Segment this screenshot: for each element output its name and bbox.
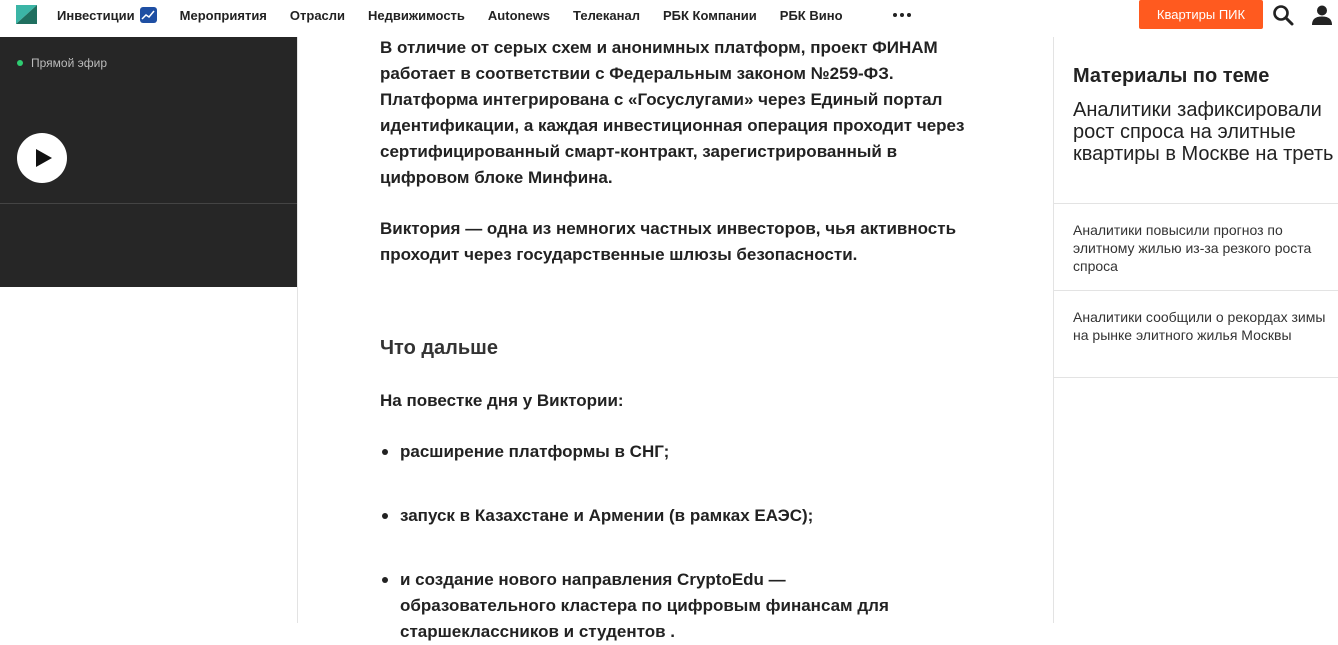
play-icon [35, 148, 53, 168]
promo-button[interactable]: Квартиры ПИК [1139, 0, 1263, 29]
list-item: и создание нового направления CryptoEdu — образовательного кластера по цифровым финансам для старшеклассников и студентов . [380, 567, 940, 645]
related-divider [1053, 290, 1338, 291]
nav-item-tv[interactable]: Телеканал [573, 7, 640, 23]
related-divider [1053, 377, 1338, 378]
list-item: запуск в Казахстане и Армении (в рамках ЕАЭС); [380, 503, 980, 529]
search-icon[interactable] [1272, 4, 1294, 26]
nav-item-autonews[interactable]: Autonews [487, 7, 551, 23]
nav-item-realty[interactable]: Недвижимость [368, 7, 465, 23]
article-paragraph: Виктория — одна из немногих частных инвесторов, чья активность проходит через государственные шлюзы безопасности. [380, 219, 957, 264]
agenda-intro: На повестке дня у Виктории: [380, 391, 624, 410]
bullet-icon [382, 577, 388, 583]
column-divider [1053, 37, 1054, 623]
top-navigation [0, 0, 1338, 30]
related-divider [1053, 203, 1338, 204]
related-item[interactable]: Аналитики сообщили о рекордах зимы на рынке элитного жилья Москвы [1073, 309, 1326, 343]
play-button[interactable] [17, 133, 67, 183]
nav-item-industries[interactable]: Отрасли [289, 7, 346, 23]
bullet-icon [382, 449, 388, 455]
list-item: расширение платформы в СНГ; [380, 439, 980, 465]
nav-item-events[interactable]: Мероприятия [179, 7, 267, 23]
investments-badge-icon [140, 7, 157, 23]
main-nav [57, 0, 866, 30]
live-divider [0, 203, 297, 204]
column-divider [297, 37, 298, 623]
more-menu-icon[interactable] [893, 8, 911, 22]
nav-item-rbc-companies[interactable]: РБК Компании [662, 7, 757, 23]
live-label[interactable]: Прямой эфир [17, 56, 107, 70]
rbc-logo-icon[interactable] [16, 5, 37, 24]
article-paragraph: В отличие от серых схем и анонимных платформ, проект ФИНАМ работает в соответствии с Федеральным законом №259-ФЗ. Платформа интегрирована с «Госуслугами» через Единый портал идентификации, а каждая инвестиционная операция проходит через сертифицированный смарт-контракт, зарегистрированный в цифровом блоке Минфина. [380, 38, 965, 187]
related-title: Материалы по теме [1073, 65, 1270, 87]
user-icon[interactable] [1311, 4, 1333, 26]
left-column [0, 37, 297, 623]
nav-item-rbc-wine[interactable]: РБК Вино [779, 7, 843, 23]
live-indicator-icon [17, 60, 23, 66]
section-heading: Что дальше [380, 337, 498, 359]
related-item[interactable]: Аналитики повысили прогноз по элитному жилью из-за резкого роста спроса [1073, 222, 1312, 274]
agenda-list [380, 439, 980, 641]
nav-item-investments[interactable]: Инвестиции [57, 7, 157, 23]
live-stream-widget [0, 37, 297, 287]
bullet-icon [382, 513, 388, 519]
related-item-main[interactable]: Аналитики зафиксировали рост спроса на элитные квартиры в Москве на треть [1073, 99, 1334, 165]
